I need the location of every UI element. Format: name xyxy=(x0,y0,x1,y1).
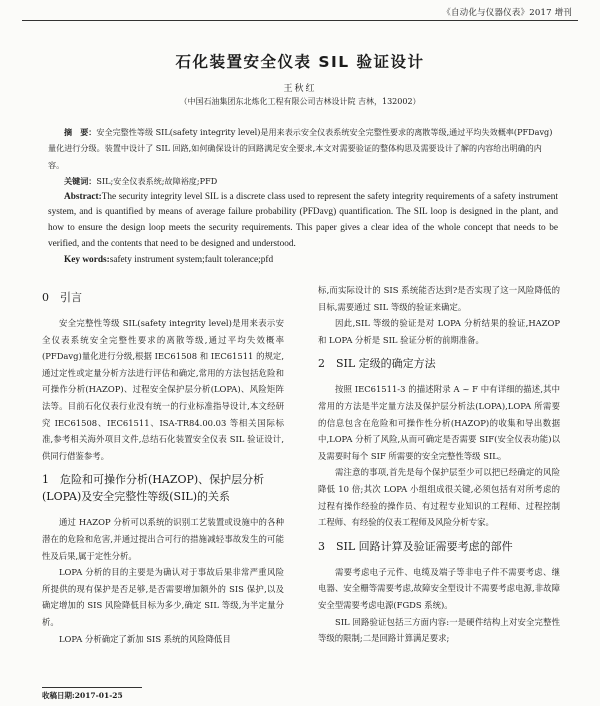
section-1-paragraph-2: LOPA 分析的目的主要是为确认对于事故后果非常严重风险所提供的现有保护是否足够,是否需要增加额外的 SIS 保护,以及确定增加的 SIS 风险降低目标为多少,确定 SIL 等级,为半定量分析。 xyxy=(42,567,284,627)
abstract-en xyxy=(48,190,558,253)
continued-paragraph: 标,而实际设计的 SIS 系统能否达到?是否实现了这一风险降低的目标,需要通过 SIL 等级的验证来确定。 xyxy=(318,285,560,312)
keywords-en-label: Key words: xyxy=(64,254,110,265)
left-column xyxy=(42,282,284,647)
section-0-heading xyxy=(42,289,284,306)
header-rule xyxy=(22,20,578,21)
section-1-paragraph-3: LOPA 分析确定了新加 SIS 系统的风险降低目 xyxy=(59,633,231,644)
keywords-cn-text: SIL;安全仪表系统;故障裕度;PFD xyxy=(96,176,218,187)
abstract-en-text: The security integrity level SIL is a discrete class used to represent the safety integrity requirements of a safety instrument system, and is quantified by means of average failure probability (PFDavg) quantification. The SIL loop is designed in the plant, and how to ensure the design loop meets the security requirements. This paper gives a clear idea of the whole concept that needs to be verified, and the contents that need to be designed and understood. xyxy=(48,191,558,250)
abstract-cn-label: 摘 要： xyxy=(64,127,97,137)
section-1-number: 1 xyxy=(42,473,49,487)
keywords-en xyxy=(48,253,558,269)
section-1-heading xyxy=(42,471,284,505)
keywords-en-text: safety instrument system;fault tolerance;pfd xyxy=(109,254,274,265)
section-1-paragraph-1: 通过 HAZOP 分析可以系统的识别工艺装置或设施中的各种潜在的危险和危害,并通过提出合可行的措施减轻事故发生的可能性及后果,属于定性分析。 xyxy=(42,517,284,561)
section-0-paragraph: 安全完整性等级 SIL(safety integrity level)是用来表示安全仪表系统安全完整性要求的离散等级,通过平均失效概率(PFDavg)量化进行分级,根据 IEC61508 和 IEC61511 的规定,通过定性或定量分析方法进行评估和确定,常用的方法包括危险和可操作分析(HAZOP)、过程安全保护层分析(LOPA)、风险矩阵法等。目前石化仪表行业没有统一的行业标准指导设计,本文经研究 IEC61508、IEC61511、ISA-TR84.00.03 等相关国际标准,参考相关海外项目文件,总结石化装置安全仪表 SIL 验证设计,供同行借鉴参考。 xyxy=(42,318,284,461)
section-3-heading xyxy=(318,538,560,555)
section-0-title: 引言 xyxy=(60,291,82,304)
section-3-title: SIL 回路计算及验证需要考虑的部件 xyxy=(336,539,513,553)
keywords-cn xyxy=(48,173,558,189)
right-column xyxy=(318,282,560,647)
abstract-en-label: Abstract: xyxy=(64,191,102,202)
section-2-number: 2 xyxy=(318,357,325,371)
section-0-number: 0 xyxy=(42,291,49,304)
section-3-paragraph-1: 需要考虑电子元件、电缆及端子等非电子件不需要考虑、继电器、安全栅等需要考虑,故障安全型设计不需要考虑电源,非故障安全型需要考虑电源(FGDS 系统)。 xyxy=(318,566,560,610)
section-2-title: SIL 定级的确定方法 xyxy=(336,357,436,371)
abstract-cn xyxy=(48,124,558,173)
therefore-paragraph: 因此,SIL 等级的验证是对 LOPA 分析结果的验证,HAZOP 和 LOPA 分析是 SIL 验证分析的前期准备。 xyxy=(318,318,560,345)
paper-title: 石化装置安全仪表 SIL 验证设计 xyxy=(175,53,425,71)
section-2-paragraph-1: 按照 IEC61511-3 的描述附录 A ~ F 中有详细的描述,其中常用的方法是半定量方法及保护层分析法(LOPA),LOPA 所需要的信息包含在危险和可操作性分析(HAZOP)的收集和导出数据中,LOPA 分析了风险,从而可确定是否需要 SIF(安全仪表功能)以及需要时每个 SIF 所需要的安全完整性等级 SIL。 xyxy=(318,384,560,461)
keywords-cn-label: 关键词： xyxy=(64,176,97,187)
section-2-paragraph-2: 需注意的事项,首先是每个保护层至少可以把已经确定的风险降低 10 倍;其次 LOPA 小组组成很关键,必须包括有对所考虑的过程有操作经验的操作员、有过程专业知识的工程师、过程控制工程师、有经验的仪表工程师及风险分析专家。 xyxy=(318,467,560,528)
received-date: 收稿日期:2017-01-25 xyxy=(42,691,123,700)
section-1-title: 危险和可操作分析(HAZOP)、保护层分析(LOPA)及安全完整性等级(SIL)的关系 xyxy=(42,473,265,504)
author: 王秋红 xyxy=(283,84,317,94)
section-3-paragraph-2: SIL 回路验证包括三方面内容:一是硬件结构上对安全完整性等级的限制;二是回路计算满足要求; xyxy=(318,616,560,644)
abstract-cn-text: 安全完整性等级 SIL(safety integrity level)是用来表示安全仪表系统安全完整性要求的离散等级,通过平均失效概率(PFDavg)量化进行分级。装置中设计了 SIL 回路,如何确保设计的回路满足安全要求,本文对需要验证的整体构思及需要设计了解的内容给出明确的内容。 xyxy=(48,127,553,170)
running-header: 《自动化与仪器仪表》2017 增刊 xyxy=(442,8,572,18)
affiliation: （中国石油集团东北炼化工程有限公司吉林设计院 吉林，132002） xyxy=(179,97,421,106)
abstract-block xyxy=(48,124,558,269)
section-2-heading xyxy=(318,355,560,372)
section-3-number: 3 xyxy=(318,539,325,553)
footnote-rule xyxy=(42,687,142,688)
